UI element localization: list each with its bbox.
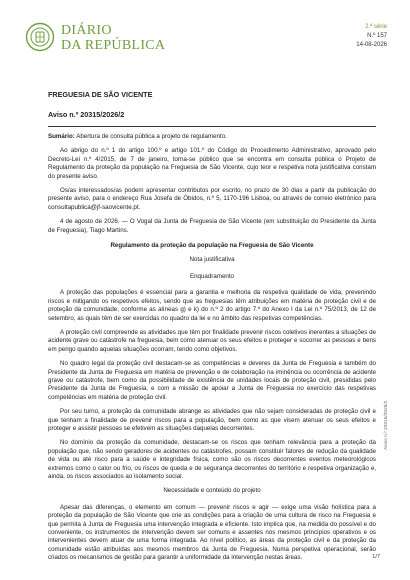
summary bbox=[48, 133, 376, 141]
republic-emblem-icon bbox=[25, 22, 55, 52]
framework-heading: Enquadramento bbox=[189, 272, 235, 280]
framework-paragraph: A proteção civil compreende as atividades que têm por finalidade prevenir riscos coletivos inerentes a situações de acidente grave ou catástrofe na freguesia, bem como atenuar os seus efeitos e proteger e socorrer as pessoas e bens em perigo quando aquelas situações ocorram, tendo como objetivos. bbox=[48, 328, 376, 353]
needs-heading: Necessidade e conteúdo do projeto bbox=[163, 487, 261, 495]
publication-logo-text: DIÁRIO DA REPÚBLICA bbox=[61, 23, 166, 53]
issue-date: 14-08-2026 bbox=[356, 42, 387, 48]
divider bbox=[48, 126, 376, 127]
summary-label: Sumário: bbox=[48, 133, 75, 140]
document-body bbox=[48, 90, 376, 569]
entity-name: FREGUESIA DE SÃO VICENTE bbox=[48, 90, 153, 99]
summary-text: Abertura de consulta pública a projeto de regulamento. bbox=[76, 133, 227, 140]
framework-paragraph: A proteção das populações é essencial para a garantia e melhoria da respetiva qualidade de vida, prevenindo riscos e mitigando os respetivos efeitos, sendo que as freguesias têm atribuições em matéria de proteção civil e de proteção da comunidade, conforme as alíneas g) e k) do n.º 2 do artigo 7.º do Anexo I da Lei n.º 75/2013, de 12 de setembro, as quais têm de ser exercidas no quadro da lei e no âmbito das respetivas competências. bbox=[48, 289, 376, 322]
intro-paragraph: Ao abrigo do n.º 1 do artigo 100.º e artigo 101.º do Código do Procedimento Administrativo, aprovado pelo Decreto-Lei n.º 4/2015, de 7 de janeiro, torna-se público que se encontra em consulta pública o Projeto de Regulamento da proteção da população na Freguesia de São Vicente, cujo teor e respetiva nota justificativa constam do presente aviso. bbox=[48, 147, 376, 180]
issue-number: N.º 157 bbox=[367, 33, 387, 39]
page-header bbox=[25, 22, 395, 58]
series-label: 2.ª série bbox=[365, 24, 387, 30]
side-reference: Aviso n.º 20315/2026/2 bbox=[384, 400, 389, 450]
page-number: 1/7 bbox=[372, 554, 380, 560]
framework-paragraph: Por seu turno, a proteção da comunidade abrange as atividades que não sejam consideradas de proteção civil e que tenham a finalidade de prevenir riscos para a população, bem como as que visem atenuar os seus efeitos e proteger e assistir pessoas se efetivem as situações daquelas decorrentes. bbox=[48, 408, 376, 432]
needs-paragraph: Apesar das diferenças, o elemento em comum — prevenir riscos e agir — exige uma visão holística para a proteção da população de São Vicente que crie as condições para a criação de uma cultura de risco na Freguesia e que permita à Junta de Freguesia uma intervenção integrada e eficiente. Isto implica que, na medida do possível e do conveniente, os instrumentos de intervenção devem ser comuns e assentes nos mesmos princípios operativos e os intervenientes devem atuar de uma forma integrada. Ao nível político, as áreas da proteção civil e da proteção da comunidade estão atribuídas aos mesmos membros da Junta de Freguesia. Numa perspetiva operacional, serão criados os mecanismos de gestão para garantir a uniformidade da intervenção nestas áreas. bbox=[48, 503, 376, 562]
notice-title: Aviso n.º 20315/2026/2 bbox=[48, 110, 125, 119]
framework-paragraph: No quadro legal da proteção civil destacam-se as competências e deveres da Junta de Freguesia e também do Presidente da Junta de Freguesia em matéria de prevenção e de colaboração na iminência ou ocorrência de acidente grave ou catástrofe, bem como da possibilidade de existência de unidades locais de proteção civil, presididas pelo Presidente da Junta de Freguesia, e com a missão de apoiar a Junta de Freguesia no exercício das respetivas competências em matéria de proteção civil. bbox=[48, 360, 376, 401]
regulation-title: Regulamento da proteção da população na Freguesia de São Vicente bbox=[110, 242, 314, 250]
justification-heading: Nota justificativa bbox=[189, 256, 235, 264]
issue-info bbox=[356, 23, 387, 50]
intro-paragraph: Os/as interessados/as podem apresentar contributos por escrito, no prazo de 30 dias a partir da publicação do presente aviso, para o endereço Rua Josefa de Óbidos, n.º 5, 1170-196 Lisboa, ou através de correio eletrónico para consultapublica@jf-saovicente.pt. bbox=[48, 187, 376, 211]
signature-paragraph: 4 de agosto de 2026. — O Vogal da Junta de Freguesia de São Vicente (em substituição do Presidente da Junta de Freguesia), Tiago Martins. bbox=[48, 218, 376, 234]
framework-paragraph: No domínio da proteção da comunidade, destacam-se os riscos que tenham relevância para a proteção da população que, não sendo geradores de acidentes ou catástrofes, possam constituir fatores de redução da qualidade de vida ou até risco para a saúde e integridade física, como são os riscos decorrentes eventos meteorológicos extremos como o calor ou frio, os riscos de queda e de segurança decorrentes do território e respetiva organização e, ainda, os riscos associados ao isolamento social. bbox=[48, 439, 376, 480]
